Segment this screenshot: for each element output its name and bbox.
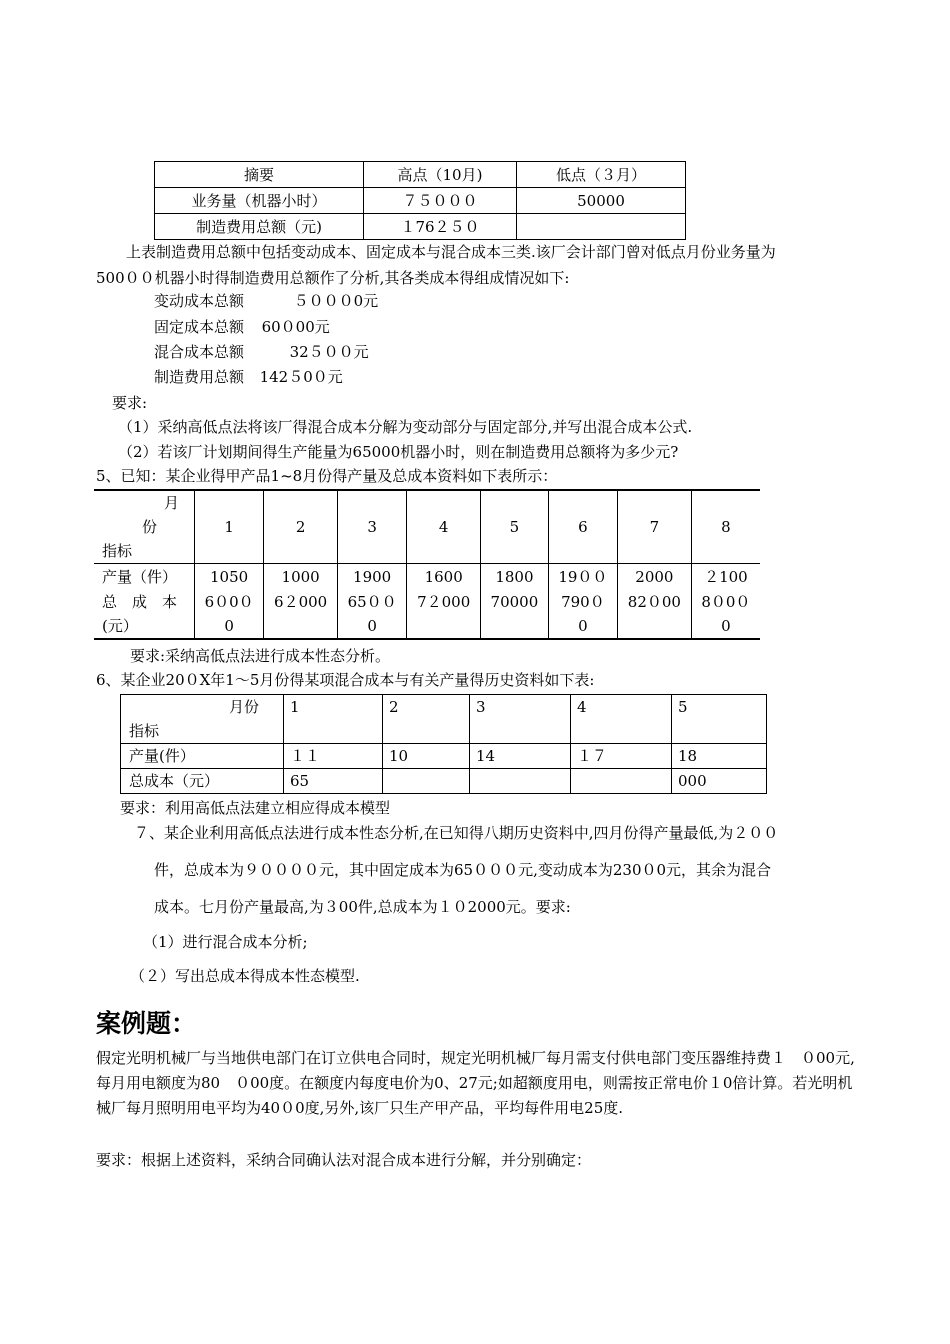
q7-item-1: （1）进行混合成本分析;	[143, 933, 308, 951]
cost-label: 固定成本总额	[154, 318, 245, 336]
case-requirement: 要求：根据上述资料，采纳合同确认法对混合成本进行分解，并分别确定：	[96, 1151, 592, 1169]
table-cell: 50000	[517, 188, 686, 214]
q6-requirement: 要求：利用高低点法建立相应得成本模型	[120, 799, 391, 817]
table-header-cell: 1	[195, 490, 264, 564]
table-cell: 业务量（机器小时）	[155, 188, 364, 214]
table-header-cell: 低点（３月）	[517, 162, 686, 188]
cost-value: 32５００元	[289, 343, 369, 361]
header-month: 月份	[229, 698, 260, 716]
table-cell	[517, 214, 686, 240]
table-cell: 18	[672, 744, 767, 769]
table-header-cell: 4	[407, 490, 481, 564]
table-cell: ２100	[691, 564, 760, 591]
table-cell: 1800	[481, 564, 549, 591]
table-cell: 1600	[407, 564, 481, 591]
table-row	[121, 769, 767, 794]
table-cell: 1000	[264, 564, 338, 591]
header-indicator: 指标	[102, 542, 133, 560]
cost-label: 混合成本总额	[154, 343, 245, 361]
table-cell: 0	[548, 614, 617, 639]
table-cell: 10	[383, 744, 470, 769]
table-header-cell: 4	[571, 695, 672, 744]
table-header-cell: 摘要	[155, 162, 364, 188]
table-cell: 1900	[338, 564, 407, 591]
table-row	[94, 564, 760, 591]
q5-title: 5、已知：某企业得甲产品1~8月份得产量及总成本资料如下表所示：	[96, 467, 558, 485]
table-cell: 000	[672, 769, 767, 794]
row-label: 总 成 本	[102, 593, 178, 611]
q5-requirement: 要求:采纳高低点法进行成本性态分析。	[130, 647, 391, 665]
table-cell: 14	[470, 744, 571, 769]
header-indicator: 指标	[129, 722, 160, 740]
case-heading: 案例题：	[96, 1009, 197, 1038]
q5-table	[94, 489, 760, 640]
table-header-cell: 3	[470, 695, 571, 744]
row-label: 总成本（元）	[121, 769, 284, 794]
table-header-cell: 8	[691, 490, 760, 564]
table-cell: 制造费用总额（元)	[155, 214, 364, 240]
table-header-cell: 5	[481, 490, 549, 564]
table-header-row	[94, 490, 760, 564]
q7-line-2: 件，总成本为９００００元，其中固定成本为65０００元,变动成本为230０0元，其余为混合	[154, 861, 772, 879]
table-cell: 2000	[618, 564, 692, 591]
table-row	[155, 188, 686, 214]
cost-item	[154, 291, 378, 311]
table-header-cell: 3	[338, 490, 407, 564]
table-cell: 65００	[338, 590, 407, 614]
table-cell: １１	[284, 744, 383, 769]
cost-item	[154, 367, 343, 387]
row-label: 产量（件）	[102, 568, 178, 586]
table-row	[94, 590, 760, 614]
table-cell: 7２000	[407, 590, 481, 614]
q7-item-2: （２）写出总成本得成本性态模型.	[130, 967, 360, 985]
table-corner-cell	[94, 490, 195, 564]
table-cell: 6０0０	[195, 590, 264, 614]
cost-label: 制造费用总额	[154, 368, 245, 386]
table-header-cell: 5	[672, 695, 767, 744]
table-corner-cell	[121, 695, 284, 744]
table-cell: １７	[571, 744, 672, 769]
table-cell: 6２000	[264, 590, 338, 614]
table-cell: １76２５０	[364, 214, 517, 240]
table-header-cell: 1	[284, 695, 383, 744]
intro-line-1: 上表制造费用总额中包括变动成本、固定成本与混合成本三类.该厂会计部门曾对低点月份业务量为	[126, 243, 776, 261]
table-header-cell: 6	[548, 490, 617, 564]
requirement-item: （2）若该厂计划期间得生产能量为65000机器小时，则在制造费用总额将为多少元?	[118, 443, 679, 461]
table-header-cell: 高点（10月)	[364, 162, 517, 188]
table-cell: 65	[284, 769, 383, 794]
table-cell	[470, 769, 571, 794]
header-fen: 份	[142, 518, 158, 536]
table-header-cell: 2	[383, 695, 470, 744]
cost-value: 60０00元	[261, 318, 330, 336]
q7-line-3: 成本。七月份产量最高,为３00件,总成本为１０2000元。要求:	[154, 898, 571, 916]
table-cell: ７５０００	[364, 188, 517, 214]
q7-line-1: ７、某企业利用高低点法进行成本性态分析,在已知得八期历史资料中,四月份得产量最低,为２００	[134, 824, 779, 842]
table-cell: 8０0０	[691, 590, 760, 614]
table-row	[155, 214, 686, 240]
cost-item	[154, 317, 330, 337]
cost-label: 变动成本总额	[154, 292, 245, 310]
table-cell	[571, 769, 672, 794]
header-month: 月	[164, 494, 180, 512]
table-cell	[383, 769, 470, 794]
table-cell: 0	[691, 614, 760, 639]
table-cell: 19００	[548, 564, 617, 591]
table-row	[121, 744, 767, 769]
table-cell	[618, 614, 692, 639]
table-cell	[481, 614, 549, 639]
table-cell	[407, 614, 481, 639]
requirement-item: （1）采纳高低点法将该厂得混合成本分解为变动部分与固定部分,并写出混合成本公式.	[118, 418, 693, 436]
high-low-table	[154, 161, 686, 240]
table-cell: 1050	[195, 564, 264, 591]
table-cell: 790０	[548, 590, 617, 614]
table-header-row	[155, 162, 686, 188]
row-label: 产量(件）	[121, 744, 284, 769]
q6-title: 6、某企业20０X年1～5月份得某项混合成本与有关产量得历史资料如下表:	[96, 671, 595, 689]
table-cell	[264, 614, 338, 639]
table-header-cell: 2	[264, 490, 338, 564]
cost-value: 142５0０元	[259, 368, 343, 386]
cost-value: ５０００0元	[293, 292, 379, 310]
row-label: (元）	[102, 617, 138, 635]
requirement-label: 要求:	[112, 394, 148, 412]
table-header-cell: 7	[618, 490, 692, 564]
table-row	[94, 614, 760, 639]
q6-table	[120, 694, 767, 794]
case-paragraph: 假定光明机械厂与当地供电部门在订立供电合同时，规定光明机械厂每月需支付供电部门变压器维持费１ ０00元,每月用电额度为80 ０00度。在额度内每度电价为0、27元;如超额度用电，则需按正常电价１0倍计算。若光明机械厂每月照明用电平均为40０0度,另外,该厂只生产甲产品，平均每件用电25度.	[96, 1049, 855, 1117]
table-cell: 82０00	[618, 590, 692, 614]
intro-line-2: 500００机器小时得制造费用总额作了分析,其各类成本得组成情况如下:	[96, 269, 570, 287]
table-cell: 70000	[481, 590, 549, 614]
table-header-row	[121, 695, 767, 744]
table-cell: 0	[195, 614, 264, 639]
table-cell: 0	[338, 614, 407, 639]
cost-item	[154, 342, 369, 362]
